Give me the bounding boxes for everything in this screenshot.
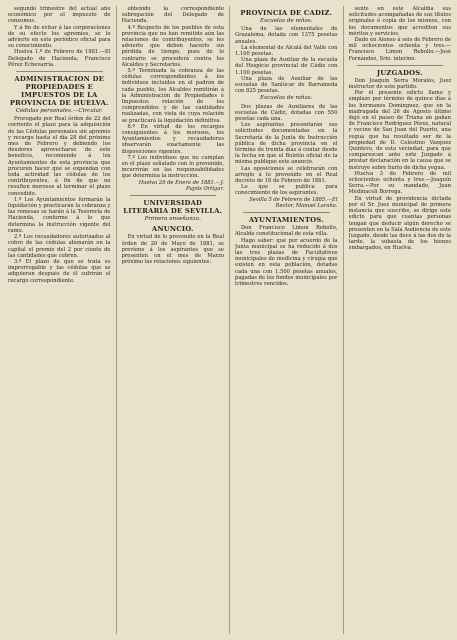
section-subheading: Primera enseñanza. xyxy=(144,216,201,223)
column-1 xyxy=(8,6,111,634)
section-heading: ADMINISTRACION DE PROPIEDADES E IMPUESTOS DE LA PROVINCIA DE HUELVA. xyxy=(9,75,109,108)
paragraph: Una de las elementales de Grazalema, dotada con 1375 pesetas anuales. xyxy=(235,26,338,45)
section-heading: PROVINCIA DE CADIZ. xyxy=(240,9,333,17)
section-subheading: Escuelas de niñas. xyxy=(260,95,313,102)
paragraph: 4.º Respecto de los pueblos de esta provincia que no han remitido aún las relaciones de contribuyentes, se les advierte que deben hacerlo sin pérdida de tiempo, pues de lo contrario se procederá contra los Alcaldes y Secretarios. xyxy=(121,24,224,68)
paragraph: Dado en Alonso á seis de Febrero de mil ochocientos ochenta y tres.—Francisco Limon Rebollo.—José Fernández, Srio. interino. xyxy=(348,37,451,62)
paragraph: 3.º El plazo de que se trata es improrrogable y las cédulas que se adquieran después de él sufrirán el recargo correspondiente. xyxy=(8,258,111,284)
paragraph: En virtud de providencia dictada por el Sr. Juez municipal de primera instancia que suscribe, se dirige este edicto para que cuantas personas tengan que deducir algún derecho se presenten en la Sala Audiencia de este Juzgado, desde las doce á las dos de la tarde, la subasta de los bienes embargados, en Huelva. xyxy=(348,195,451,252)
section-subheading: Cédulas personales.—Circular. xyxy=(15,108,103,115)
paragraph: 6.º En virtud de los recargos consiguientes á los morosos, los Ayuntamientos y recaudadores observarán exactamente las disposiciones vigentes. xyxy=(121,123,224,155)
section-rule xyxy=(243,212,330,213)
paragraph: Una plaza de Auxiliar de las escuelas de Sanlúcar de Barrameda con 825 pesetas. xyxy=(235,75,338,95)
section-heading: UNIVERSIDAD LITERARIA DE SEVILLA. xyxy=(123,199,223,216)
paragraph: En virtud de lo prevenido en la Real órden de 20 de Mayo de 1881, se previene á los aspirantes que se presenten en el mes de Marzo próximo las relaciones siguientes: xyxy=(121,234,224,266)
column-divider xyxy=(116,6,117,634)
paragraph: Los aspirantes presentarán sus solicitudes documentadas en la Secretaría de la Junta de Instrucción pública de dicha provincia en el término de treinta días á contar desde la fecha en que el Boletín oficial de la misma publique este anuncio. xyxy=(235,122,338,166)
paragraph: Huelva 1.º de Febrero de 1881.—El Delegado de Hacienda, Francisco Pérez Echevarría. xyxy=(8,49,111,68)
column-divider xyxy=(229,6,230,634)
paragraph: obtenido la correspondiente subrogación del Delegado de Hacienda. xyxy=(121,6,224,25)
section-rule xyxy=(357,65,444,66)
paragraph: 1.º Los Ayuntamientos formarán la liquidación y practicarán la cobranza y las remesas se harán á la Tesorería de Hacienda, conforme á lo que determina la instrucción vigente del ramo. xyxy=(8,196,111,234)
section-heading: AYUNTAMIENTOS. xyxy=(248,216,324,225)
paragraph: 2.º Los recaudadores autorizados al cobro de las cédulas abonarán en la capital el premio del 2 por ciento de las cantidades que cobren. xyxy=(8,234,111,259)
paragraph: segundo trimestre del actual año económico por el impuesto de consumos. xyxy=(8,6,111,25)
column-4 xyxy=(349,6,452,634)
section-rule xyxy=(16,71,103,72)
paragraph: Y á fin de evitar á las corporaciones de su efecto los apremios, se lo advierte en este periódico oficial para su conocimiento. xyxy=(8,24,111,50)
columns-container xyxy=(8,6,451,634)
paragraph: Prorogado por Real órden de 22 del corriente el plazo para la adquisición de las Cédulas personales sin apremio y recargo hasta el día 28 del próximo mes de Febrero y debiendo los deudores aprovecharse de este beneficio, recomiendo á los Ayuntamientos de esta provincia que procuren hacer que se expendan con toda actividad las cédulas de los contribuyentes, á fin de que no resulten morosos al terminar el plazo concedido. xyxy=(8,116,111,197)
paragraph: Lo que se publica para conocimiento de los aspirantes. xyxy=(235,184,338,197)
signature-line: Huelva 29 de Enero de 1881.—J. Pujols Ortigar. xyxy=(138,179,224,192)
paragraph: Por el presente edicto llamo y emplazo por término de quince días á los hermanos Dominguez, que en la madrugada del 26 de Agosto último dejó en el paseo de Triana un gañan de Francisco Rodríguez Pérez, natural y vecino de San Juan del Puerto, una yegua que ha resultado ser de la propiedad de D. Celestino Vazquez Quintero, de esta vecindad, para que comparezcan ante este Juzgado á prestar declaración en la causa que se instruye sobre hurto de dicha yegua. xyxy=(348,90,451,171)
signature-line: Sevilla 5 de Febrero de 1885.—El Rector, Manuel Laraña. xyxy=(249,196,338,209)
paragraph: 7.º Los individuos que no cumplan en el plazo señalado con lo prevenido, incurrirán en las responsabilidades que determina la instrucción. xyxy=(121,154,224,180)
paragraph: Huelva 3 de Febrero de mil ochocientos ochenta y tres.—Joaquín Serra.—Por su mandado, Juan Medinaceli Borrega. xyxy=(348,170,451,196)
paragraph: Las oposiciones se celebrarán con arreglo á lo prevenido en el Real decreto de 18 de Febrero de 1881. xyxy=(235,165,338,185)
paragraph: Dos plazas de Auxiliares de las escuelas de Cádiz, dotadas con 550 pesetas cada una. xyxy=(235,103,338,123)
paragraph: Don Joaquín Serra Morales, Juez instructor de este partido. xyxy=(348,77,451,91)
section-heading: JUZGADOS. xyxy=(376,68,423,77)
paragraph: 5.º Terminada la cobranza de las cédulas correspondientes á los individuos incluidos en el padrón de cada pueblo, los Alcaldes remitirán á la Administración de Propiedades é Impuestos relación de los comprendidos y de las cantidades realizadas, con vista de cuya relación se practicará la liquidación definitiva. xyxy=(121,68,224,124)
section-heading: ANUNCIO. xyxy=(151,225,194,234)
paragraph: Hago saber: que por acuerdo de la Junta municipal se ha reducido á dos las tres plazas de Facultativos municipales de medicina y cirugía que existen en esta población, dotadas cada una con 1.500 pesetas anuales, pagadas de los fondos municipales por trimestres vencidos. xyxy=(235,237,338,287)
section-rule xyxy=(130,195,217,196)
paragraph: La elemental de Alcalá del Valle con 1.100 pesetas. xyxy=(235,44,338,58)
column-2 xyxy=(122,6,225,634)
column-3 xyxy=(235,6,338,634)
column-divider xyxy=(343,6,344,634)
paragraph: Una plaza de Auxiliar de la escuela del Hospicio provincial de Cádiz con 1.100 pesetas. xyxy=(235,57,338,76)
paragraph: sente en este Alcaldía sus solicitudes acompañadas de sus títulos originales ó copia de los mismos, con los documentos que acrediten sus méritos y servicios. xyxy=(348,6,451,37)
paragraph: Don Francisco Limon Rebollo, Alcalde constitucional de esta villa. xyxy=(235,225,338,238)
section-subheading: Escuelas de niños. xyxy=(260,18,313,24)
